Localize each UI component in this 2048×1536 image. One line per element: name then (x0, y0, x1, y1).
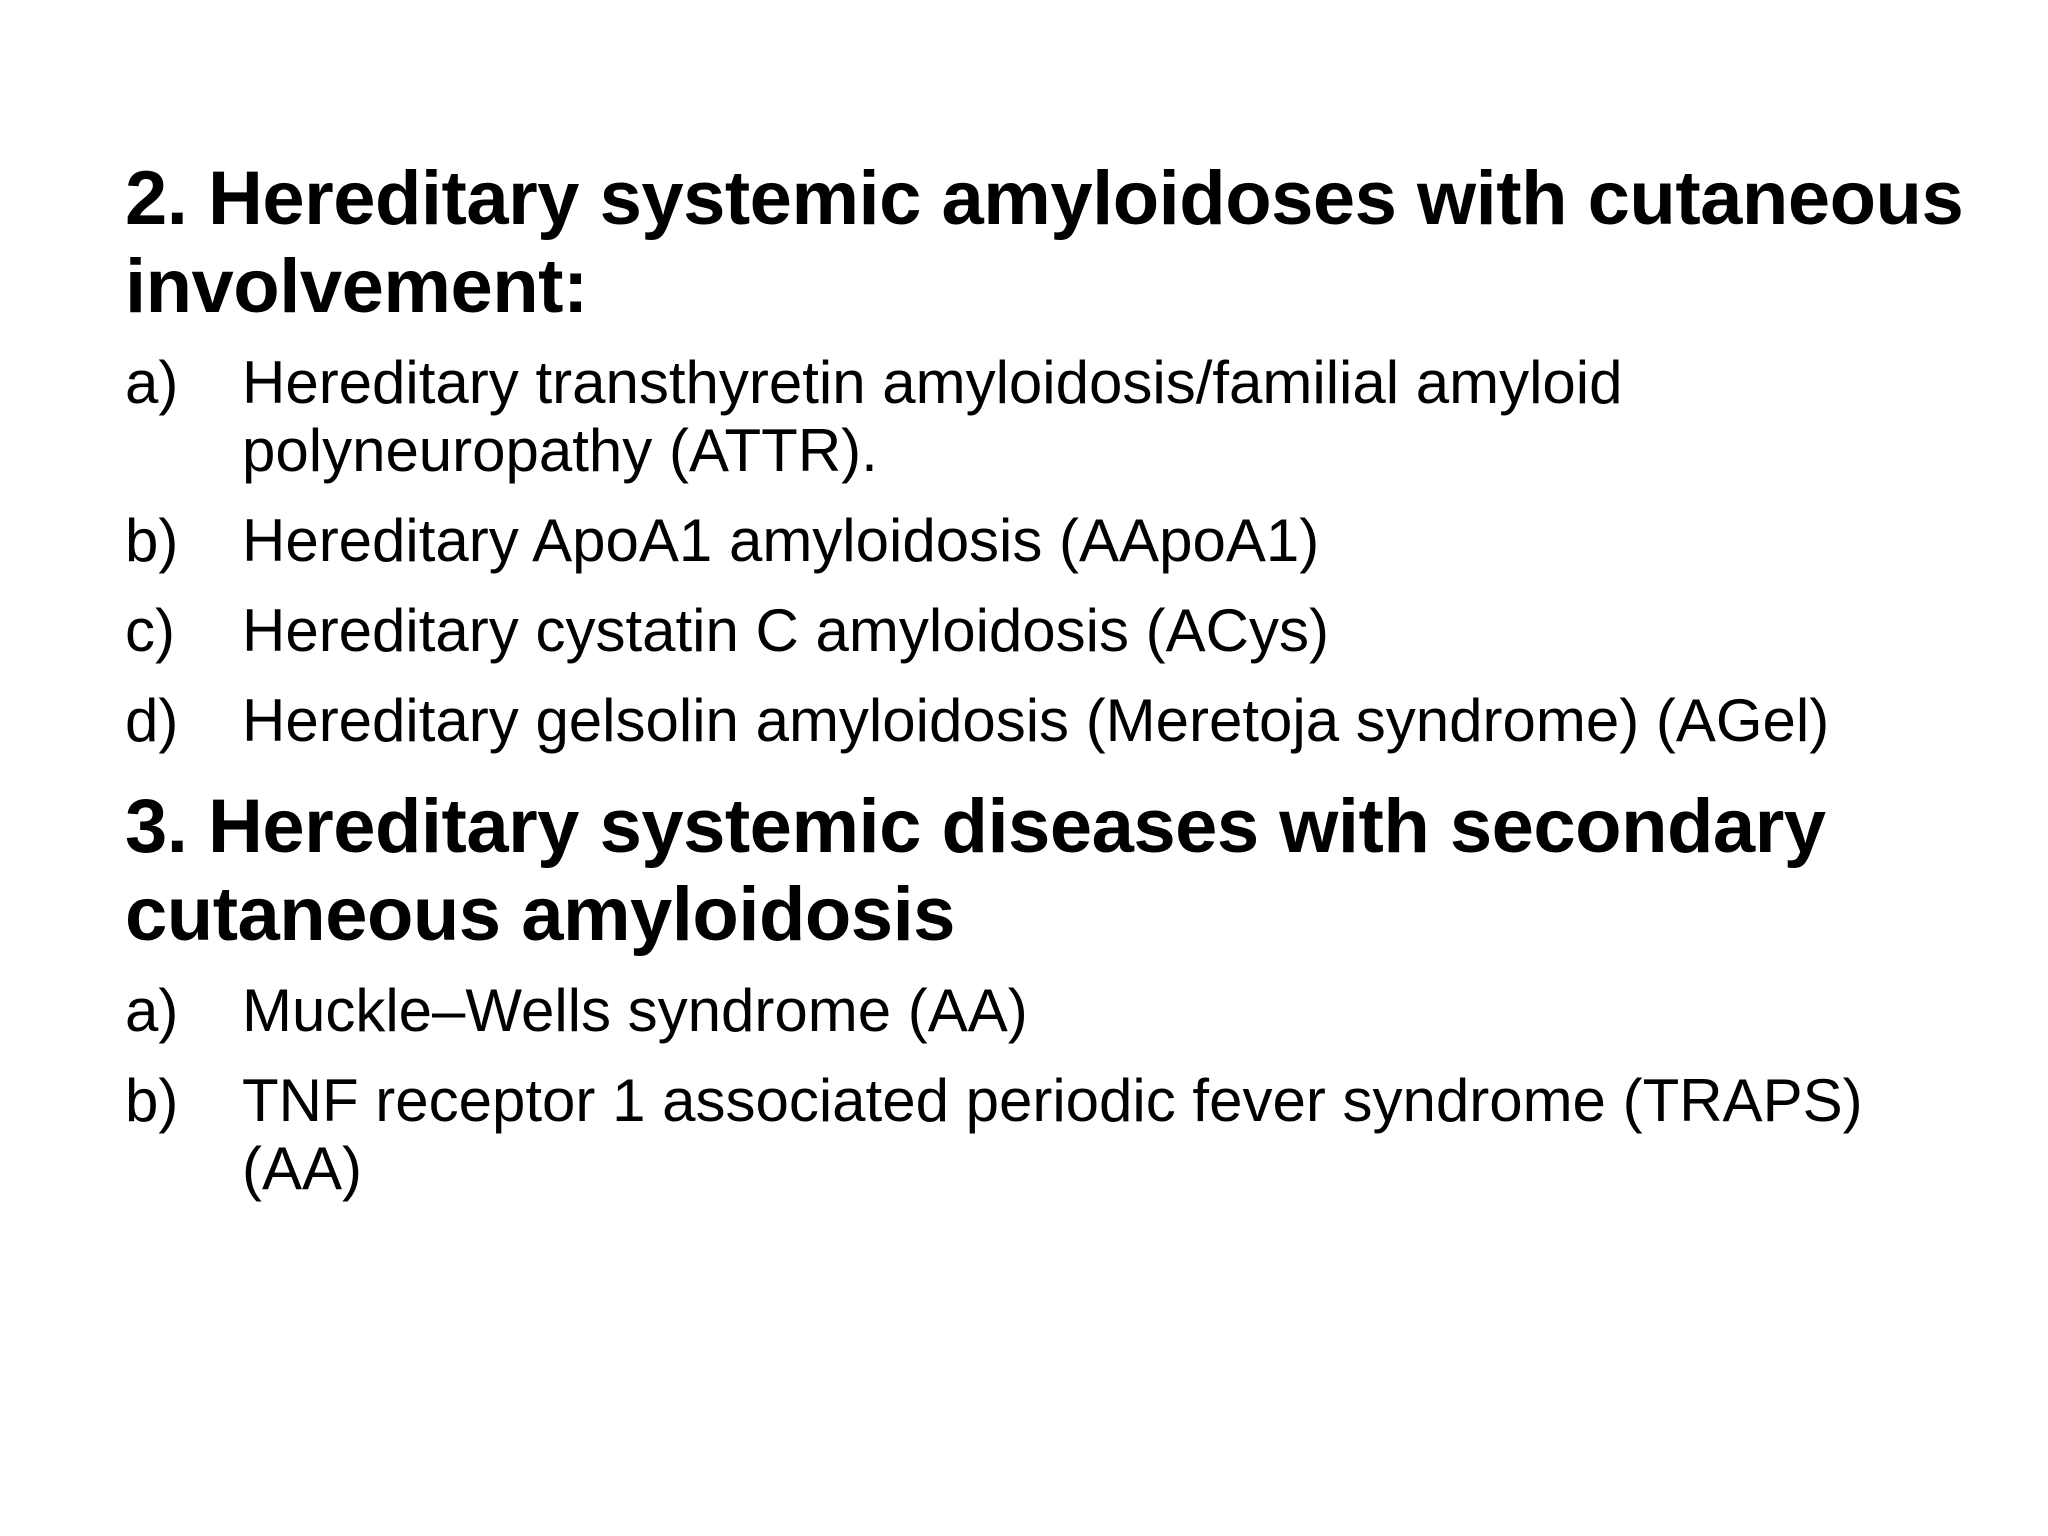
item-list (125, 349, 1965, 755)
slide-content (125, 155, 1965, 1203)
list-item (125, 597, 1965, 665)
list-marker: d) (125, 687, 179, 754)
list-item (125, 687, 1965, 755)
list-item-text: Muckle–Wells syndrome (AA) (242, 977, 1028, 1044)
list-item (125, 349, 1965, 485)
list-marker: a) (125, 977, 179, 1044)
list-item (125, 507, 1965, 575)
section-hereditary-systemic-diseases (125, 783, 1965, 1203)
list-item-text: Hereditary ApoA1 amyloidosis (AApoA1) (242, 507, 1320, 574)
section-heading: 2. Hereditary systemic amyloidoses with cutaneous involvement: (125, 156, 1964, 329)
section-hereditary-systemic-amyloidoses (125, 155, 1965, 755)
list-item (125, 977, 1965, 1045)
section-heading: 3. Hereditary systemic diseases with secondary cutaneous amyloidosis (125, 784, 1826, 957)
list-marker: a) (125, 349, 179, 416)
list-item (125, 1067, 1965, 1203)
list-item-text: TNF receptor 1 associated periodic fever syndrome (TRAPS) (AA) (242, 1067, 1863, 1202)
list-marker: c) (125, 597, 175, 664)
list-item-text: Hereditary gelsolin amyloidosis (Meretoja syndrome) (AGel) (242, 687, 1830, 754)
list-marker: b) (125, 1067, 179, 1134)
list-item-text: Hereditary cystatin C amyloidosis (ACys) (242, 597, 1329, 664)
list-marker: b) (125, 507, 179, 574)
item-list (125, 977, 1965, 1203)
list-item-text: Hereditary transthyretin amyloidosis/familial amyloid polyneuropathy (ATTR). (242, 349, 1623, 484)
